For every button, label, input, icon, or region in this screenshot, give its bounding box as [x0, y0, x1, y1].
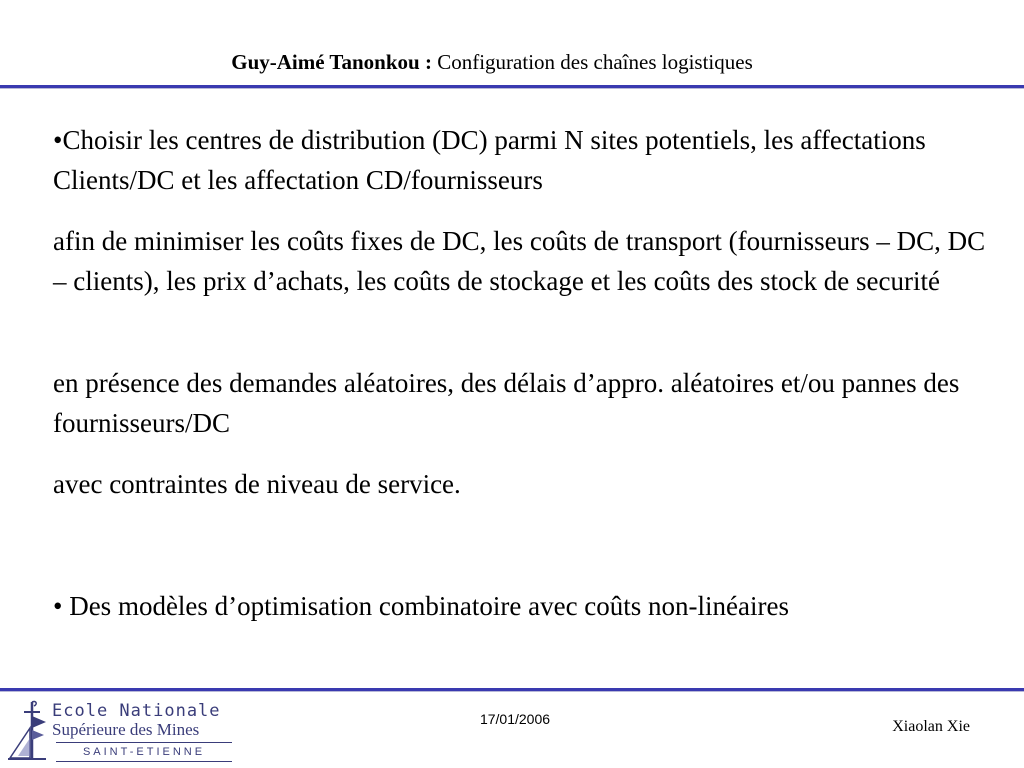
- header-author: Guy-Aimé Tanonkou :: [231, 50, 432, 74]
- body-paragraph-uncertainty: en présence des demandes aléatoires, des délais d’appro. aléatoires et/ou pannes des fournisseurs/DC: [53, 368, 960, 438]
- header-divider-shadow: [0, 88, 1024, 89]
- footer-date: 17/01/2006: [479, 711, 551, 727]
- body-paragraph-service-constraints: avec contraintes de niveau de service.: [53, 469, 461, 499]
- body-paragraph-minimize-costs: afin de minimiser les coûts fixes de DC, les coûts de transport (fournisseurs – DC, DC – clients), les prix d’achats, les coûts de stockage et les coûts des stock de securité: [53, 226, 986, 296]
- logo-line-saint-etienne: SAINT-ETIENNE: [56, 742, 232, 762]
- school-logo: [4, 698, 240, 764]
- logo-line-superieure-des-mines: Supérieure des Mines: [52, 720, 200, 739]
- mines-emblem-icon: [4, 698, 50, 764]
- footer-divider-shadow: [0, 691, 1024, 692]
- body-bullet-choose-dc: •Choisir les centres de distribution (DC) parmi N sites potentiels, les affectations Clients/DC et les affectation CD/fournisseurs: [53, 125, 926, 195]
- body-bullet-models: • Des modèles d’optimisation combinatoire avec coûts non-linéaires: [53, 591, 790, 621]
- slide-header: [0, 48, 984, 76]
- header-subtitle: Configuration des chaînes logistiques: [437, 50, 753, 74]
- footer-presenter: Xiaolan Xie: [892, 718, 970, 735]
- logo-line-ecole-nationale: Ecole Nationale: [52, 701, 221, 721]
